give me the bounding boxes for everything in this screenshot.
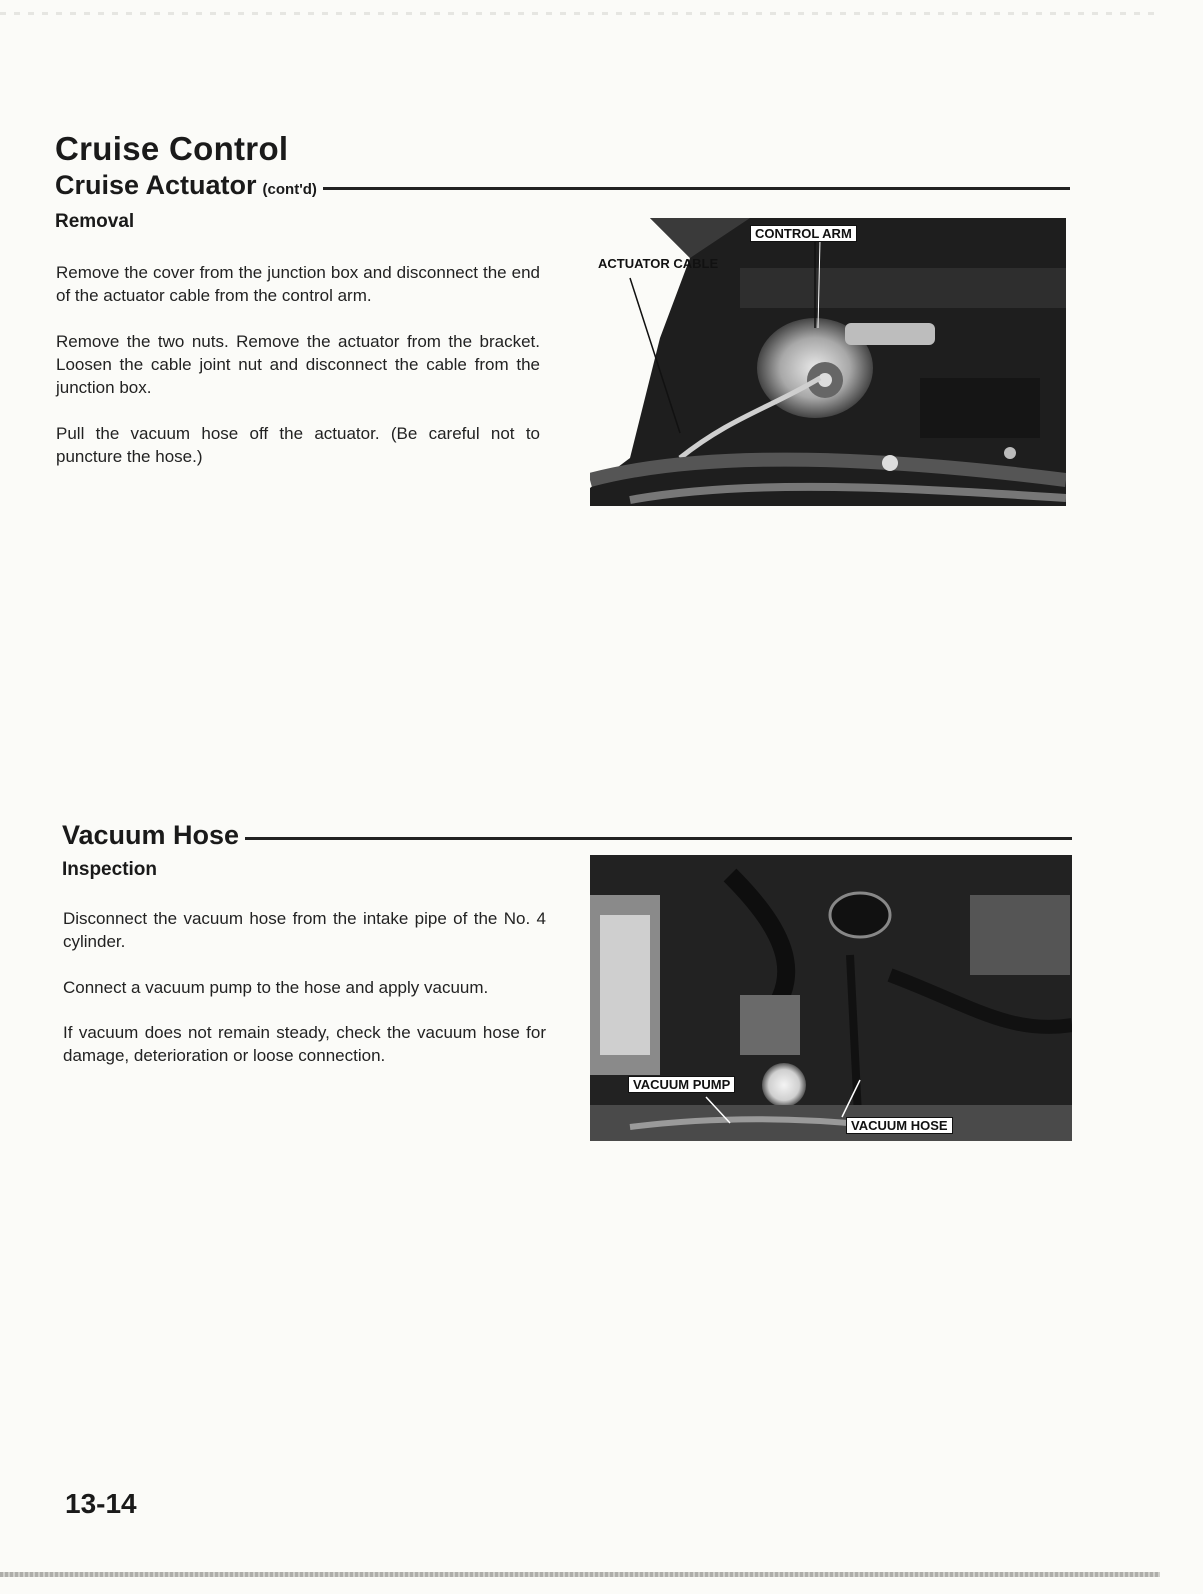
scan-edge-top [0, 12, 1160, 15]
actuator-section-heading [55, 170, 1070, 201]
page-title: Cruise Control [55, 130, 289, 167]
vacuum-section-title: Vacuum Hose [62, 820, 240, 850]
inspection-subheading: Inspection [62, 859, 158, 880]
inspection-paragraph-1: Disconnect the vacuum hose from the intake pipe of the No. 4 cylinder. [63, 909, 546, 951]
actuator-cable-callout [598, 256, 718, 271]
actuator-cable-label: ACTUATOR CABLE [598, 256, 719, 271]
removal-paragraph-2: Remove the two nuts. Remove the actuator from the bracket. Loosen the cable joint nut and disconnect the cable from the junction box. [56, 332, 540, 397]
actuator-section-title-suffix: (cont'd) [262, 181, 317, 198]
vacuum-hose-callout: VACUUM HOSE [846, 1117, 953, 1134]
control-arm-callout: CONTROL ARM [750, 225, 857, 242]
removal-subheading: Removal [55, 211, 135, 232]
scan-edge-bottom [0, 1572, 1160, 1577]
inspection-paragraph-3: If vacuum does not remain steady, check the vacuum hose for damage, deterioration or loose connection. [63, 1023, 546, 1065]
vacuum-photo [590, 855, 1072, 1141]
inspection-paragraph-2: Connect a vacuum pump to the hose and apply vacuum. [63, 978, 489, 997]
removal-paragraph-1: Remove the cover from the junction box and disconnect the end of the actuator cable from the control arm. [56, 263, 540, 305]
vacuum-test-illustration [590, 855, 1072, 1141]
vacuum-section-heading [62, 820, 1072, 851]
page-number: 13-14 [65, 1488, 137, 1519]
vacuum-pump-callout: VACUUM PUMP [628, 1076, 735, 1093]
section-rule [245, 837, 1072, 840]
removal-paragraph-3: Pull the vacuum hose off the actuator. (Be careful not to puncture the hose.) [56, 424, 540, 466]
section-rule [323, 187, 1070, 190]
actuator-section-title: Cruise Actuator [55, 170, 257, 200]
